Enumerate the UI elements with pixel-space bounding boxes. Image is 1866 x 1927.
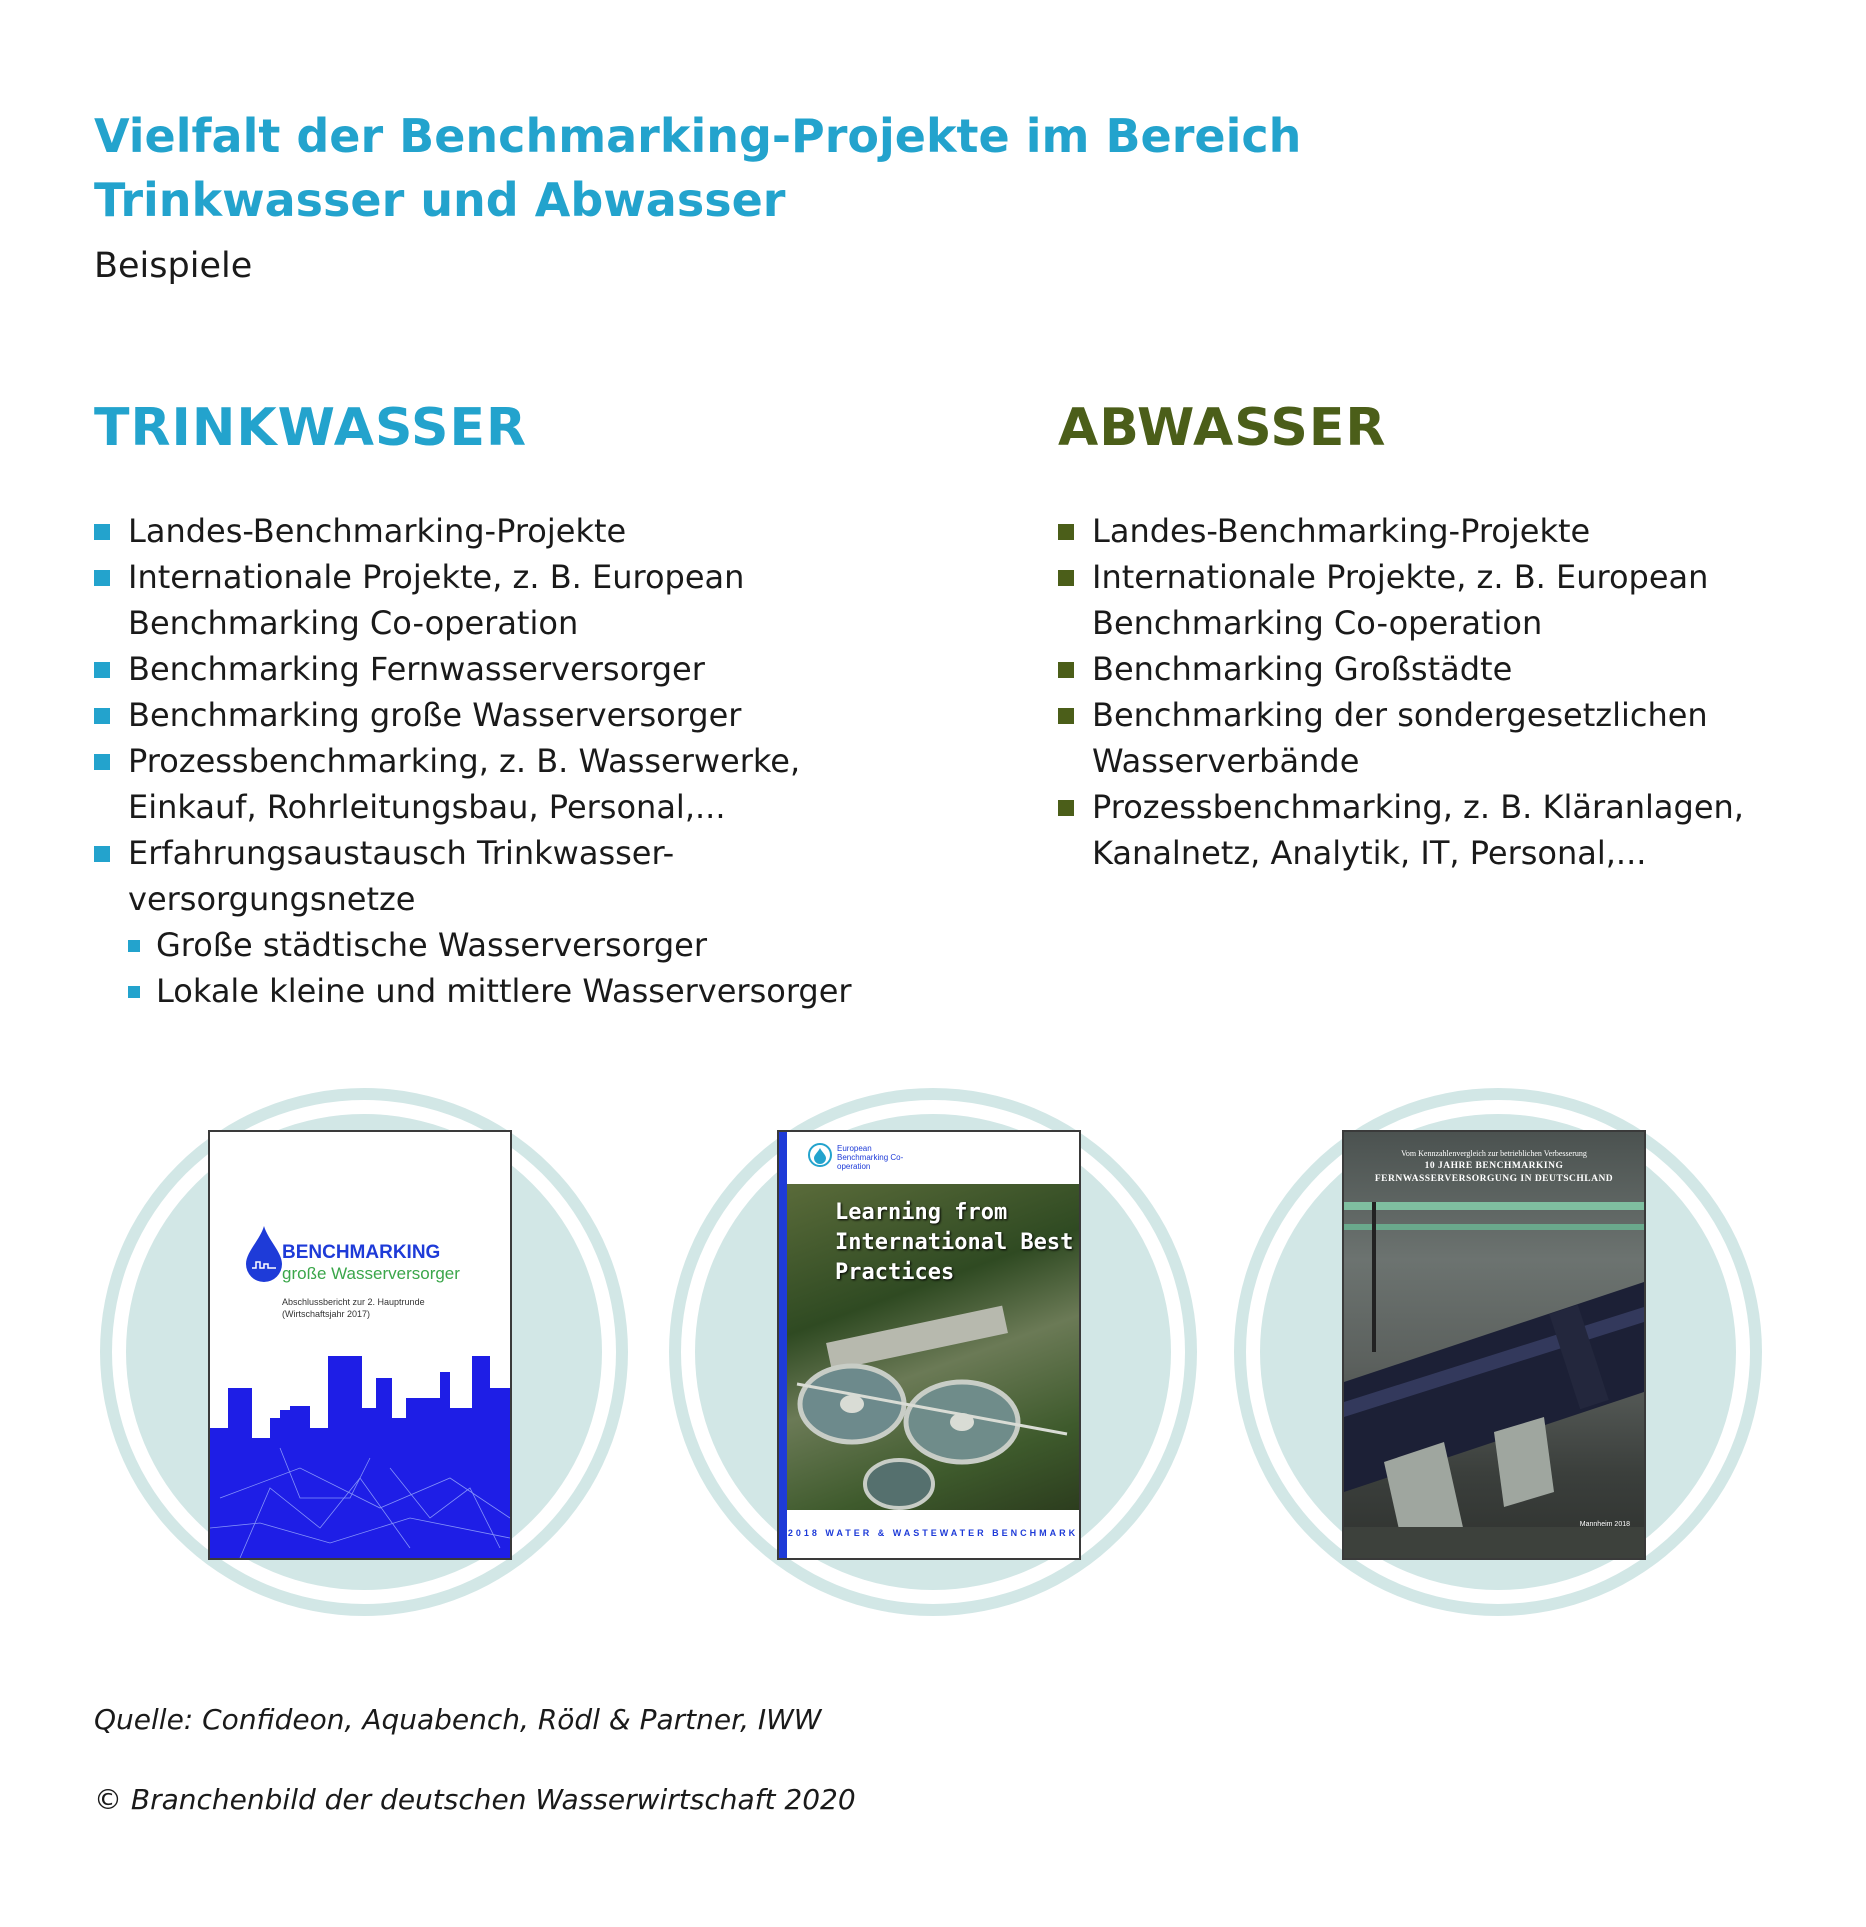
cover-1-note: Abschlussbericht zur 2. Hauptrunde (Wirtschaftsjahr 2017) xyxy=(282,1297,425,1319)
cover-3-footer: Mannheim 2018 xyxy=(1579,1521,1630,1528)
cover-1-title: BENCHMARKING xyxy=(282,1242,441,1263)
list-item xyxy=(94,692,874,738)
square-bullet-icon xyxy=(94,570,110,586)
list-item-text: Benchmarking Großstädte xyxy=(1092,650,1513,688)
page-title-line-1: Vielfalt der Benchmarking-Projekte im Bereich xyxy=(94,109,1302,163)
list-subitem-text: Große städtische Wasserversorger xyxy=(156,926,707,964)
abwasser-list xyxy=(1058,508,1818,876)
ebc-logo-icon xyxy=(807,1142,833,1168)
trinkwasser-heading: TRINKWASSER xyxy=(94,398,528,458)
pipe-hall-photo xyxy=(1344,1132,1644,1558)
copyright-note: © Branchenbild der deutschen Wasserwirtschaft 2020 xyxy=(94,1783,856,1816)
cover-3-header xyxy=(1344,1148,1644,1186)
list-item-text: Landes-Benchmarking-Projekte xyxy=(128,512,627,550)
square-bullet-icon xyxy=(1058,708,1074,724)
square-bullet-icon xyxy=(94,846,110,862)
list-item-text: Landes-Benchmarking-Projekte xyxy=(1092,512,1591,550)
list-item-text: Benchmarking Fernwasserversorger xyxy=(128,650,705,688)
cover-1-subtitle: große Wasserversorger xyxy=(282,1264,460,1283)
trinkwasser-list xyxy=(94,508,874,1014)
cover-benchmarking-wasserversorger xyxy=(208,1130,512,1560)
list-item xyxy=(94,830,874,922)
list-item xyxy=(94,554,874,646)
cover-2-footer: 2018 WATER & WASTEWATER BENCHMARK xyxy=(787,1528,1079,1538)
list-item xyxy=(1058,784,1818,876)
list-subitem xyxy=(94,968,874,1014)
square-bullet-icon xyxy=(94,708,110,724)
square-bullet-icon xyxy=(94,754,110,770)
list-item-text: Internationale Projekte, z. B. European Benchmarking Co-operation xyxy=(1092,558,1709,642)
list-item-text: Benchmarking große Wasserversorger xyxy=(128,696,742,734)
list-item xyxy=(1058,646,1818,692)
page-subtitle: Beispiele xyxy=(94,246,253,286)
list-item xyxy=(94,738,874,830)
city-skyline-illustration xyxy=(210,1348,510,1558)
cover-3-line-2: 10 JAHRE BENCHMARKING xyxy=(1424,1161,1564,1171)
list-subitem-text: Lokale kleine und mittlere Wasserversorger xyxy=(156,972,852,1010)
cover-2-headline: Learning from International Best Practices xyxy=(835,1200,1074,1285)
square-bullet-icon xyxy=(94,662,110,678)
list-item xyxy=(1058,692,1818,784)
list-item xyxy=(1058,508,1818,554)
cover-2-medallion xyxy=(669,1088,1197,1616)
list-item xyxy=(94,646,874,692)
list-item-text: Benchmarking der sondergesetzlichen Wasserverbände xyxy=(1092,696,1708,780)
list-item-text: Prozessbenchmarking, z. B. Kläranlagen, Kanalnetz, Analytik, IT, Personal,... xyxy=(1092,788,1744,872)
square-bullet-icon xyxy=(1058,570,1074,586)
square-bullet-icon xyxy=(1058,800,1074,816)
cover-learning-international-best-practices xyxy=(777,1130,1081,1560)
cover-3-medallion xyxy=(1234,1088,1762,1616)
list-subitem xyxy=(94,922,874,968)
square-bullet-icon xyxy=(1058,524,1074,540)
cover-10-jahre-benchmarking xyxy=(1342,1130,1646,1560)
abwasser-heading: ABWASSER xyxy=(1058,398,1387,458)
source-note: Quelle: Confideon, Aquabench, Rödl & Partner, IWW xyxy=(94,1703,822,1736)
list-item xyxy=(1058,554,1818,646)
cover-1-medallion xyxy=(100,1088,628,1616)
list-item-text: Prozessbenchmarking, z. B. Wasserwerke, Einkauf, Rohrleitungsbau, Personal,... xyxy=(128,742,801,826)
list-item-text: Erfahrungsaustausch Trinkwasser-versorgungsnetze xyxy=(128,834,675,918)
page-title-line-2: Trinkwasser und Abwasser xyxy=(94,173,786,227)
water-drop-logo-icon xyxy=(244,1224,284,1284)
square-bullet-icon xyxy=(1058,662,1074,678)
square-bullet-icon xyxy=(94,524,110,540)
cover-2-logo-text: European Benchmarking Co-operation xyxy=(837,1144,904,1171)
cover-2-spine xyxy=(779,1132,787,1558)
cover-3-line-3: FERNWASSERVERSORGUNG IN DEUTSCHLAND xyxy=(1374,1174,1614,1184)
page-title xyxy=(94,104,1494,232)
square-bullet-icon xyxy=(128,986,140,998)
square-bullet-icon xyxy=(128,940,140,952)
list-item xyxy=(94,508,874,554)
cover-3-line-1: Vom Kennzahlenvergleich zur betrieblichen Verbesserung xyxy=(1401,1149,1587,1158)
list-item-text: Internationale Projekte, z. B. European Benchmarking Co-operation xyxy=(128,558,745,642)
